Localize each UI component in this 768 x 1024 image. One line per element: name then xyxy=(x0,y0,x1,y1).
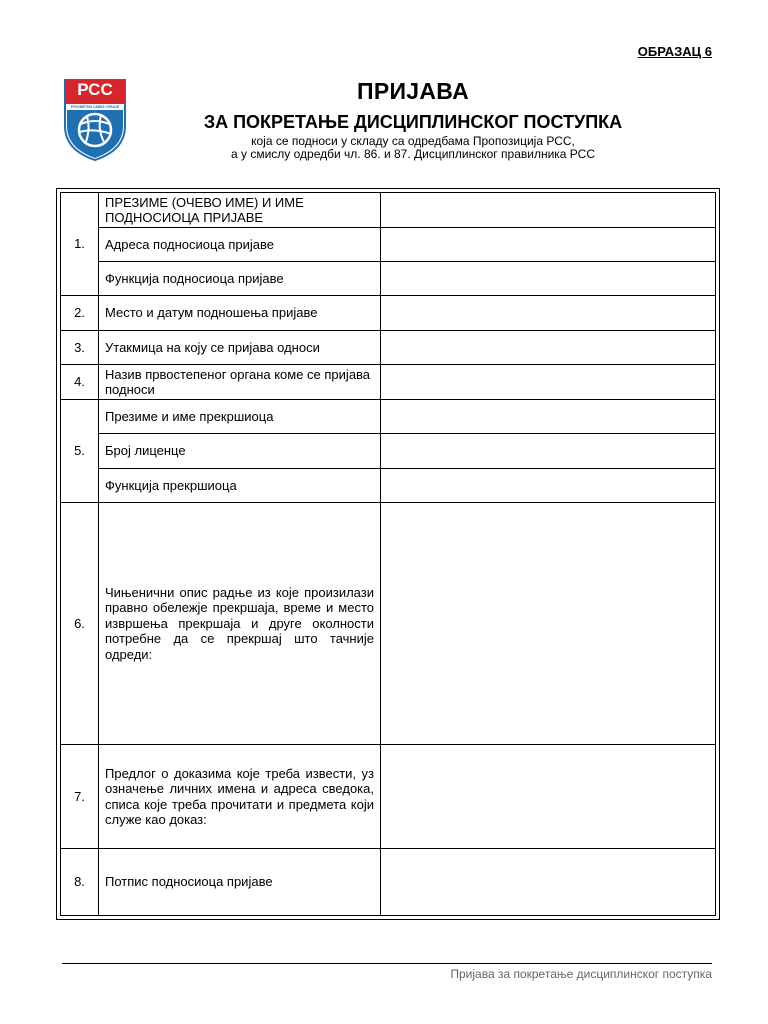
page-subtitle: ЗА ПОКРЕТАЊЕ ДИСЦИПЛИНСКОГ ПОСТУПКА xyxy=(203,112,623,132)
factual-description-field[interactable] xyxy=(381,503,716,745)
row-number: 3. xyxy=(61,331,99,365)
table-row xyxy=(61,434,716,469)
row-number: 2. xyxy=(61,296,99,331)
signature-field[interactable] xyxy=(381,849,716,916)
table-row xyxy=(61,365,716,400)
legal-note-line2: а у смислу одредби чл. 86. и 87. Дисциплинског правилника РСС xyxy=(230,147,595,161)
row-label: Функција подносиоца пријаве xyxy=(99,262,381,296)
row-number: 5. xyxy=(61,400,99,503)
applicant-function-field[interactable] xyxy=(381,262,716,296)
table-row xyxy=(61,228,716,262)
row-number: 6. xyxy=(61,503,99,745)
table-row xyxy=(61,262,716,296)
applicant-name-field[interactable] xyxy=(381,193,716,228)
form-code: ОБРАЗАЦ 6 xyxy=(637,44,712,59)
table-row xyxy=(61,331,716,365)
offender-name-field[interactable] xyxy=(381,400,716,434)
table-row xyxy=(61,400,716,434)
logo-subtext: РУКОМЕТНИ САВЕЗ СРБИЈЕ xyxy=(70,105,120,109)
form-frame xyxy=(56,188,720,920)
logo-text: РСС xyxy=(77,80,113,99)
legal-note xyxy=(120,135,706,161)
row-label: Презиме и име прекршиоца xyxy=(99,400,381,434)
table-row xyxy=(61,745,716,849)
license-number-field[interactable] xyxy=(381,434,716,469)
table-row xyxy=(61,849,716,916)
row-label: Место и датум подношења пријаве xyxy=(99,296,381,331)
legal-note-line1: која се подноси у складу са одредбама Пропозиција РСС, xyxy=(251,134,575,148)
place-date-field[interactable] xyxy=(381,296,716,331)
row-number: 8. xyxy=(61,849,99,916)
authority-field[interactable] xyxy=(381,365,716,400)
row-number: 4. xyxy=(61,365,99,400)
row-label: Адреса подносиоца пријаве xyxy=(99,228,381,262)
table-row xyxy=(61,193,716,228)
evidence-proposal-field[interactable] xyxy=(381,745,716,849)
form-table xyxy=(60,192,716,916)
table-row xyxy=(61,469,716,503)
table-row xyxy=(61,296,716,331)
row-label: Утакмица на коју се пријава односи xyxy=(99,331,381,365)
row-label: Потпис подносиоца пријаве xyxy=(99,849,381,916)
row-number: 7. xyxy=(61,745,99,849)
offender-function-field[interactable] xyxy=(381,469,716,503)
row-label: ПРЕЗИМЕ (ОЧЕВО ИМЕ) И ИМЕ ПОДНОСИОЦА ПРИЈАВЕ xyxy=(99,193,381,228)
row-label: Чињенични опис радње из које произилази правно обележје прекршаја, време и место извршења прекршаја и друге околности потребне да се прекршај што тачније одреди: xyxy=(99,503,381,745)
row-label: Број лиценце xyxy=(99,434,381,469)
table-row xyxy=(61,503,716,745)
row-label: Назив првостепеног органа коме се пријава подноси xyxy=(99,365,381,400)
row-number: 1. xyxy=(61,193,99,296)
footer-divider xyxy=(62,963,712,964)
applicant-address-field[interactable] xyxy=(381,228,716,262)
rss-logo xyxy=(63,78,127,162)
page-title: ПРИЈАВА xyxy=(357,78,469,104)
match-field[interactable] xyxy=(381,331,716,365)
footer-text: Пријава за покретање дисциплинског поступка xyxy=(450,967,712,981)
row-label: Функција прекршиоца xyxy=(99,469,381,503)
row-label: Предлог о доказима које треба извести, уз означење личних имена и адреса сведока, списа које треба прочитати и предмета који служе као доказ: xyxy=(99,745,381,849)
